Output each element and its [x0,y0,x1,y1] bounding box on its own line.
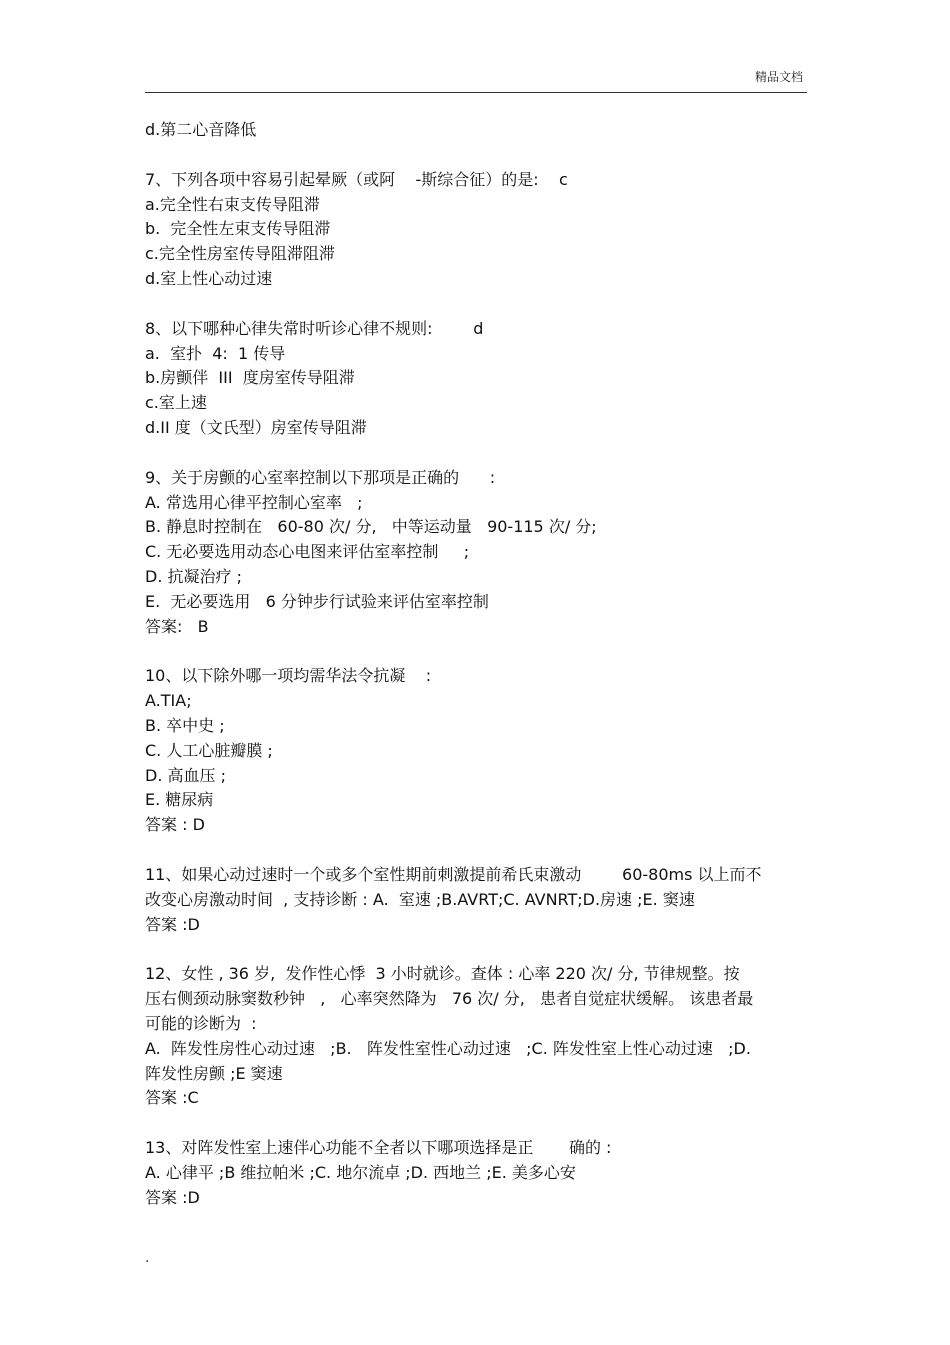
text-line: c.完全性房室传导阻滞阻滞 [145,244,335,264]
text-line: A. 阵发性房性心动过速 ;B. 阵发性室性心动过速 ;C. 阵发性室上性心动过速 ;D. [145,1038,751,1058]
text-line: 阵发性房颤 ;E 窦速 [145,1063,283,1083]
text-line: 12、女性 , 36 岁, 发作性心悸 3 小时就诊。查体 : 心率 220 次/ 分, 节律规整。按 [145,964,740,984]
text-line: A. 心律平 ;B 维拉帕米 ;C. 地尔流卓 ;D. 西地兰 ;E. 美多心安 [145,1162,576,1182]
text-line: E. 糖尿病 [145,790,214,810]
text-line: a. 室扑 4: 1 传导 [145,343,286,363]
text-line: b.房颤伴 III 度房室传导阻滞 [145,368,355,388]
text-line: 答案 :C [145,1088,199,1108]
text-line: 11、如果心动过速时一个或多个室性期前刺激提前希氏束激动 60-80ms 以上而不 [145,864,762,884]
text-line: d.室上性心动过速 [145,268,273,288]
text-line: 答案 : D [145,815,205,835]
text-line: 压右侧颈动脉窦数秒钟 , 心率突然降为 76 次/ 分, 患者自觉症状缓解。 该患者最 [145,989,754,1009]
text-line: A. 常选用心律平控制心室率 ; [145,492,363,512]
header-label: 精品文档 [754,70,803,84]
text-line: 可能的诊断为 : [145,1013,257,1033]
text-line: B. 静息时控制在 60-80 次/ 分, 中等运动量 90-115 次/ 分; [145,517,597,537]
text-line: E. 无必要选用 6 分钟步行试验来评估室率控制 [145,591,489,611]
text-line: 8、以下哪种心律失常时听诊心律不规则: d [145,318,484,338]
text-line: D. 抗凝治疗 ; [145,566,242,586]
text-line: 答案 :D [145,914,200,934]
text-line: D. 高血压 ; [145,765,226,785]
text-line: b. 完全性左束支传导阻滞 [145,219,331,239]
text-line: C. 人工心脏瓣膜 ; [145,740,273,760]
text-line: a.完全性右束支传导阻滞 [145,194,320,214]
text-line: C. 无必要选用动态心电图来评估室率控制 ; [145,542,470,562]
text-line: B. 卒中史 ; [145,715,225,735]
page-header [145,66,807,93]
text-line: 9、关于房颤的心室率控制以下那项是正确的 : [145,467,496,487]
question-block [145,962,807,1111]
text-line: 改变心房激动时间 , 支持诊断 : A. 室速 ;B.AVRT;C. AVNRT;D.房速 ;E. 窦速 [145,889,695,909]
text-line: 10、以下除外哪一项均需华法令抗凝 : [145,666,432,686]
text-line: 7、下列各项中容易引起晕厥（或阿 -斯综合征）的是: c [145,169,568,189]
question-block [145,118,807,143]
question-block [145,863,807,937]
text-line: A.TIA; [145,691,192,711]
document-body [145,118,807,1235]
text-line: 答案 :D [145,1187,200,1207]
text-line: d.第二心音降低 [145,120,257,139]
question-block [145,168,807,292]
text-line: 13、对阵发性室上速伴心功能不全者以下哪项选择是正 确的 : [145,1138,612,1158]
question-block [145,317,807,441]
text-line: 答案: B [145,616,209,636]
question-block [145,466,807,640]
text-line: c.室上速 [145,393,207,413]
question-block [145,664,807,838]
footer-mark: . [145,1250,150,1266]
question-block [145,1136,807,1210]
text-line: d.II 度（文氏型）房室传导阻滞 [145,417,367,437]
